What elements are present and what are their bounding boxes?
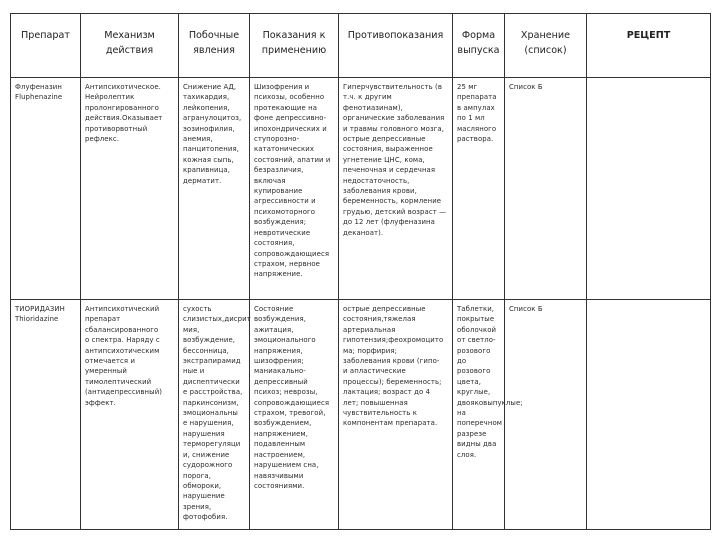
table-row <box>11 300 711 530</box>
drug-table <box>10 13 711 530</box>
cell-form: Таблетки, покрытые оболочкой от светло- розового до розового цвета, круглые, двояковыпуклые; на поперечном разрезе видны два слоя. <box>453 300 505 530</box>
cell-mechanism: Антипсихотическое. Нейролептик пролонгированного действия.Оказывает противорвотный рефлекс. <box>81 78 179 300</box>
header-prescription: РЕЦЕПТ <box>587 14 711 78</box>
cell-form: 25 мг препарата в ампулах по 1 мл масляного раствора. <box>453 78 505 300</box>
header-mechanism: Механизм действия <box>81 14 179 78</box>
cell-prescription <box>587 78 711 300</box>
cell-mechanism: Антипсихотический препарат сбалансированного о спектра. Наряду с антипсихотическим отмечается и умеренный тимолептический (антидепрессивный) эффект. <box>81 300 179 530</box>
header-storage: Хранение (список) <box>505 14 587 78</box>
header-row <box>11 14 711 78</box>
cell-storage: Список Б <box>505 78 587 300</box>
cell-prescription <box>587 300 711 530</box>
header-indications: Показания к применению <box>250 14 339 78</box>
cell-indications: Состояние возбуждения, ажитация, эмоционального напряжения, шизофрения; маниакально- депрессивный психоз; неврозы, сопровождающиеся страхом, тревогой, возбуждением, напряжением, подавленным настроением, нарушением сна, навязчивыми состояниями. <box>250 300 339 530</box>
cell-contraindications: острые депрессивные состояния,тяжелая артериальная гипотензия;феохромоцито ма; порфирия; заболевания крови (гипо- и апластические процессы); беременность; лактация; возраст до 4 лет; повышенная чувствительность к компонентам препарата. <box>339 300 453 530</box>
header-contraindications: Противопоказания <box>339 14 453 78</box>
header-side-effects: Побочные явления <box>179 14 250 78</box>
table-row <box>11 78 711 300</box>
cell-side-effects: сухость слизистых,дисрит мия, возбуждение, бессонница, экстрапирамид ные и диспептически е расстройства, паркинсонизм, эмоциональны е нарушения, нарушения терморегуляци и, снижение судорожного порога, обмороки, нарушение зрения, фотофобия. <box>179 300 250 530</box>
cell-indications: Шизофрения и психозы, особенно протекающие на фоне депрессивно- ипохондрических и ступорозно- кататонических состояний, апатии и безразличия, включая купирование агрессивности и психомоторного возбуждения; невротические состояния, сопровождающиеся страхом, нервное напряжение. <box>250 78 339 300</box>
cell-storage: Список Б <box>505 300 587 530</box>
cell-drug: ТИОРИДАЗИН Thioridazine <box>11 300 81 530</box>
header-form: Форма выпуска <box>453 14 505 78</box>
header-drug: Препарат <box>11 14 81 78</box>
cell-contraindications: Гиперчувствительность (в т.ч. к другим фенотиазинам), органические заболевания и травмы головного мозга, острые депрессивные состояния, выраженное угнетение ЦНС, кома, печеночная и сердечная недостаточность, заболевания крови, беременность, кормление грудью, детский возраст — до 12 лет (флуфеназина деканоат). <box>339 78 453 300</box>
cell-side-effects: Снижение АД, тахикардия, лейкопения, агранулоцитоз, эозинофилия, анемия, панцитопения, кожная сыпь, крапивница, дерматит. <box>179 78 250 300</box>
cell-drug: Флуфеназин Fluphenazine <box>11 78 81 300</box>
